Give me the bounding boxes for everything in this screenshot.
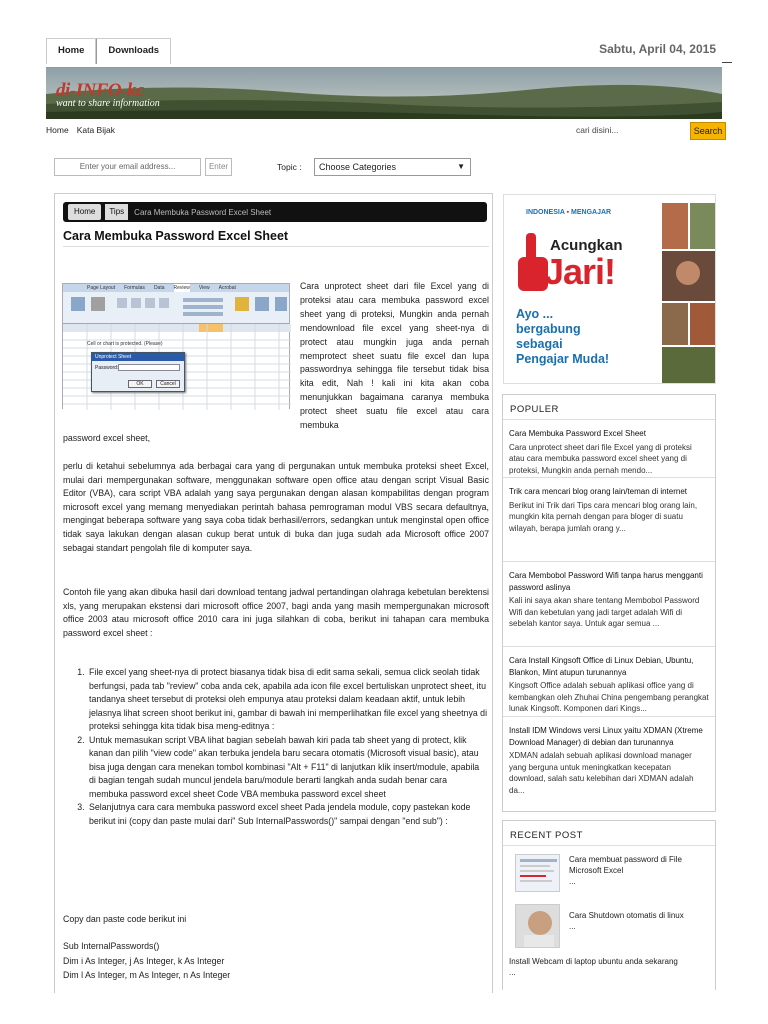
popular-item[interactable] xyxy=(503,647,715,717)
popular-item-title[interactable]: Cara Membobol Password Wifi tanpa harus mengganti password aslinya xyxy=(509,571,703,592)
recent-item[interactable] xyxy=(503,846,715,902)
recent-item-title[interactable]: Cara Shutdown otomatis di linux xyxy=(569,911,684,920)
topic-select[interactable] xyxy=(314,158,471,176)
ad-cta xyxy=(516,307,609,367)
breadcrumb-home[interactable]: Home xyxy=(68,204,101,220)
sub-nav xyxy=(46,125,115,135)
recent-item-title[interactable]: Cara membuat password di File Microsoft Excel xyxy=(569,855,682,875)
thumb-image xyxy=(516,905,560,948)
ad-cta-line: Pengajar Muda! xyxy=(516,352,610,366)
breadcrumb xyxy=(63,202,487,222)
dialog-cancel-button: Cancel xyxy=(156,380,180,388)
steps-list xyxy=(75,666,488,828)
recent-widget xyxy=(502,820,716,990)
nav-home[interactable]: Home xyxy=(46,38,96,64)
email-field[interactable]: Enter your email address... xyxy=(54,158,201,176)
popular-item[interactable] xyxy=(503,478,715,562)
popular-item[interactable] xyxy=(503,562,715,647)
step-item: 2. Untuk memasukan script VBA lihat bagian sebelah bawah kiri pada tab sheet yang di protect, klik kanan dan pilih "view code" akan terbuka jendela baru secara otomatis (Microsoft visual basic), atau bisa juga dengan cara menekan tombol kombinasi "Alt + F11" di lanjutkan klik insert/module, apabila di bagian tengah sudah muncul jendela baru/module berarti langkah anda sudah benar cara membuka password excel sheet Code VBA membuka password excel sheet xyxy=(87,734,488,802)
popular-item-excerpt: Berikut ini Trik dari Tips cara mencari blog orang lain, mungkin kita pernah dengan para bloger di suatu wilayah, berapa jumlah orang y... xyxy=(509,500,698,533)
site-title[interactable]: di-INFO-kc xyxy=(56,80,144,101)
recent-item-title[interactable]: Install Webcam di laptop ubuntu anda sekarang xyxy=(509,957,678,966)
post-title[interactable]: Cara Membuka Password Excel Sheet xyxy=(63,229,289,243)
ad-cta-line: Ayo ... xyxy=(516,307,554,321)
ad-cta-line: bergabung xyxy=(516,322,581,336)
thumb-image xyxy=(516,855,560,892)
search-button[interactable]: Search xyxy=(690,122,726,140)
recent-heading: RECENT POST xyxy=(503,821,715,846)
popular-item-excerpt: Kingsoft Office adalah sebuah aplikasi office yang di kembangkan oleh Zhuhai China pengembang perangkat lunak Kingsoft. Komponen dari Kings... xyxy=(509,681,709,713)
recent-item-more: ... xyxy=(509,968,516,977)
ad-brand xyxy=(526,209,611,216)
site-tagline: want to share information xyxy=(56,98,160,109)
recent-item[interactable] xyxy=(503,902,715,952)
top-nav xyxy=(46,38,171,64)
password-field xyxy=(118,364,180,371)
sheet-grid xyxy=(63,324,289,410)
popular-item-excerpt: Cara unprotect sheet dari file Excel yang di proteksi atau cara membuka password excel sheet yang di proteksi, Mungkin anda pernah mendo... xyxy=(509,442,692,475)
topic-selected: Choose Categories xyxy=(319,162,397,172)
ad-cta-line: sebagai xyxy=(516,337,563,351)
popular-item[interactable] xyxy=(503,717,715,800)
code-line: Dim l As Integer, m As Integer, n As Integer xyxy=(63,970,231,980)
popular-item[interactable] xyxy=(503,420,715,478)
post-container xyxy=(54,193,493,993)
popular-item-excerpt: Kali ini saya akan share tentang Membobol Password Wifi dan kebetulan yang jadi target adalah Wifi di sebelah kantor saya. Untuk agar semua ... xyxy=(509,596,700,628)
step-item: 3. Selanjutnya cara cara membuka password excel sheet Pada jendela module, copy pastekan kode berikut ini (copy dan paste mulai dari" Sub InternalPasswords()" sampai dengan "end sub") : xyxy=(87,801,488,828)
dialog-message: Cell or chart is protected. (Please) xyxy=(87,341,163,347)
excel-screenshot xyxy=(62,283,290,409)
search-input[interactable]: cari disini... xyxy=(576,125,619,135)
post-intro-end: password excel sheet, xyxy=(63,433,151,443)
code-line: Sub InternalPasswords() xyxy=(63,941,160,951)
ribbon-tab: Review xyxy=(173,285,190,291)
dialog-title: Unprotect Sheet xyxy=(92,353,184,361)
topic-label: Topic : xyxy=(277,162,302,172)
step-item: 1. File excel yang sheet-nya di protect biasanya tidak bisa di edit sama sekali, semua click seolah tidak berfungsi, pada tab "review" coba anda cek, apabila ada icon file excel bertuliskan unprotect sheet, itu tandanya sheet tersebut di proteksi oleh empunya atau proteksi dalam keadaan aktif, untuk lebih jelasnya lihat screen shoot berikut ini, gambar di bawah ini memperlihatkan file excel yang sheetnya di proteksi sehingga kita tidak bisa meng-editnya : xyxy=(87,666,488,734)
recent-item-more: ... xyxy=(569,922,576,931)
recent-thumbnail[interactable] xyxy=(515,854,560,892)
breadcrumb-tips[interactable]: Tips xyxy=(105,204,128,220)
ad-banner[interactable] xyxy=(503,194,716,384)
divider xyxy=(722,62,732,63)
recent-thumbnail[interactable] xyxy=(515,904,560,948)
ad-photos xyxy=(662,203,716,384)
dialog-ok-button: OK xyxy=(128,380,152,388)
ad-headline-big: Jari! xyxy=(544,251,616,292)
password-label: Password: xyxy=(95,365,119,371)
ribbon-icons xyxy=(63,292,291,324)
post-paragraph: Contoh file yang akan dibuka hasil dari download tentang jadwal pertandingan olahraga kebetulan berektensi xls, yang merupakan ekstensi dari microsoft office 2007, bagi anda yang masih mempergunakan microsoft office 2003 atau microsoft office 2010 cara ini juga silahkan di coba, berikut ini tahapan cara membuka password excel sheet : xyxy=(63,587,489,638)
popular-item-title[interactable]: Install IDM Windows versi Linux yaitu XDMAN (Xtreme Download Manager) di debian dan turunannya xyxy=(509,726,703,747)
ad-headline: Acungkan xyxy=(550,237,623,254)
ribbon-tab: Page Layout xyxy=(87,285,116,291)
subnav-kata-bijak[interactable]: Kata Bijak xyxy=(76,125,115,135)
code-line: Dim i As Integer, j As Integer, k As Integer xyxy=(63,956,225,966)
recent-item-more: ... xyxy=(569,877,576,886)
popular-item-excerpt: XDMAN adalah sebuah aplikasi download manager yang berguna untuk meningkatkan kecepatan download, salah satu kelebihan dari XDMAN adalah da... xyxy=(509,751,694,795)
recent-item[interactable] xyxy=(503,952,715,978)
popular-item-title[interactable]: Cara Membuka Password Excel Sheet xyxy=(509,429,646,438)
breadcrumb-current: Cara Membuka Password Excel Sheet xyxy=(134,207,272,217)
site-banner[interactable] xyxy=(46,67,722,119)
popular-item-title[interactable]: Cara Install Kingsoft Office di Linux Debian, Ubuntu, Blankon, Mint atupun turunannya xyxy=(509,656,694,677)
post-paragraph: perlu di ketahui sebelumnya ada berbagai cara yang di pergunakan untuk membuka proteksi sheet Excel, mulai dari mempergunakan software, menggunakan software open office atau dengan script Visual Basic Editor (VBA), cara script VBA adalah yang saya pergunakan dengan alasan kompabilitas dengan program microsoft excel yang memang menyediakan perintah bahasa pemrograman modul VBS secara defaultnya, mengingat beberapa software yang saya coba tidak berhasil/errors, sedangkan untuk menginstal open office tidak saya lakukan dengan alasan cukup berat untuk di buka dan juga sudah ada Microsoft office 2007 sebagai standart pengolah file di komputer saya. xyxy=(63,461,489,553)
ribbon-tab: View xyxy=(198,285,210,291)
nav-downloads[interactable]: Downloads xyxy=(96,38,171,64)
chevron-down-icon: ▼ xyxy=(457,162,465,171)
post-intro: Cara unprotect sheet dari file Excel yang di proteksi atau cara membuka password excel sheet yang di proteksi, Mungkin anda pernah mendownload file excel yang sheet-nya di protect atau mungkin juga anda pernah memprotect sheet suatu file excel dan lupa passwordnya sehingga file tersebut tidak bisa kita edit, Nah ! kali ini kita akan coba menunjukkan bagaimana caranya membuka protect sheet suatu file excel atau cara membuka xyxy=(300,281,489,431)
banner-landscape xyxy=(46,68,722,119)
popular-widget xyxy=(502,394,716,812)
ribbon-tab: Acrobat xyxy=(218,285,236,291)
popular-item-title[interactable]: Trik cara mencari blog orang lain/teman di internet xyxy=(509,487,688,496)
ribbon xyxy=(63,292,289,324)
ribbon-tab: Data xyxy=(153,285,165,291)
ribbon-tabs xyxy=(63,284,289,292)
ad-brand-dot: ▪ xyxy=(566,209,570,216)
copy-label: Copy dan paste code berikut ini xyxy=(63,914,187,924)
subscribe-button[interactable]: Enter xyxy=(205,158,232,176)
ribbon-tab: Formulas xyxy=(124,285,145,291)
divider xyxy=(63,246,489,247)
popular-heading: POPULER xyxy=(503,395,715,420)
header-date: Sabtu, April 04, 2015 xyxy=(599,42,716,56)
unprotect-dialog xyxy=(91,352,185,392)
ad-brand-right: MENGAJAR xyxy=(571,209,612,216)
subnav-home[interactable]: Home xyxy=(46,125,69,135)
ad-brand-left: INDONESIA xyxy=(526,209,565,216)
